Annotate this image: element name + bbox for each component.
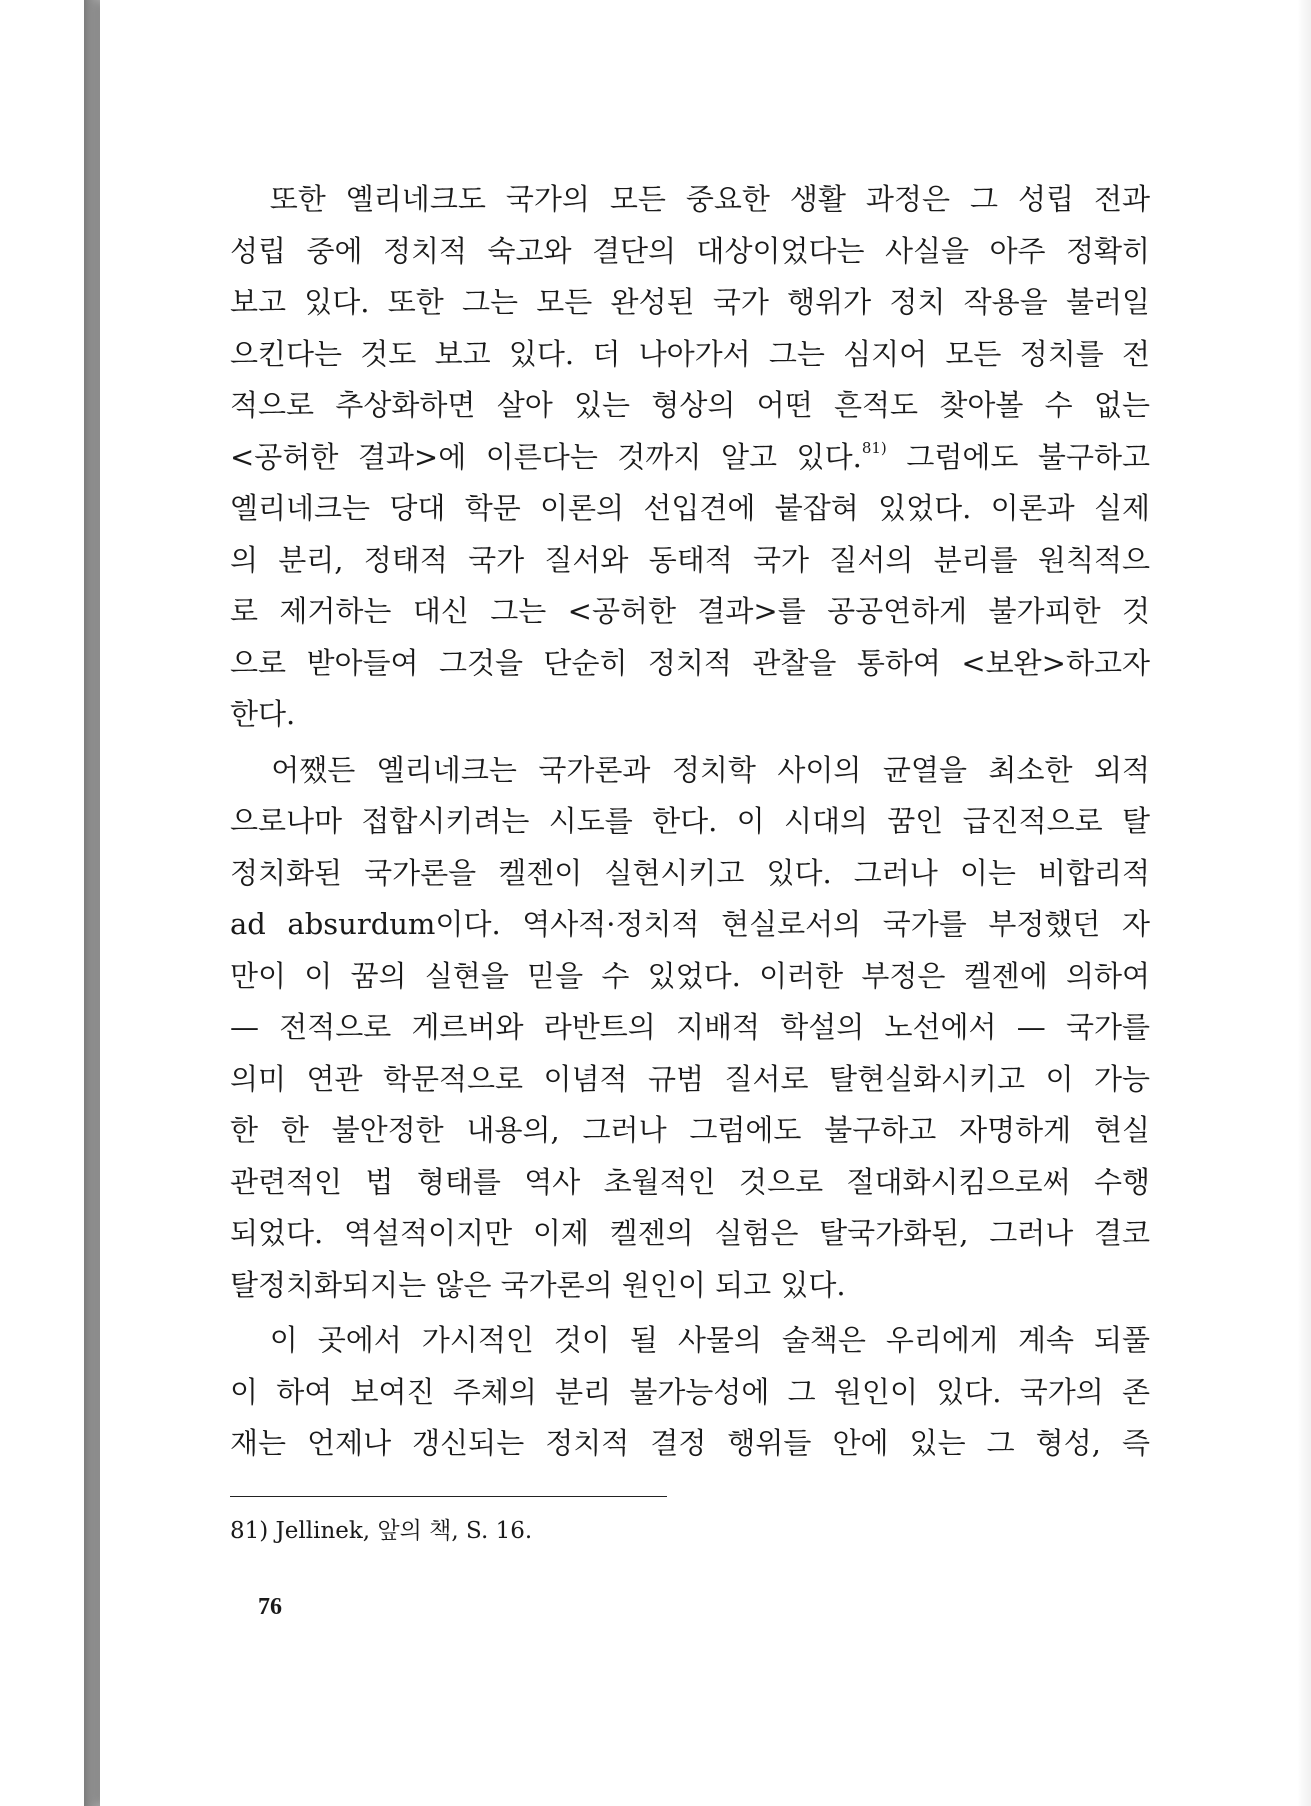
footnote: 81) Jellinek, 앞의 책, S. 16.	[230, 1518, 533, 1544]
text-line: 되었다. 역설적이지만 이제 켈젠의 실험은 탈국가화된, 그러나 결코	[230, 1216, 1150, 1250]
text-line: — 전적으로 게르버와 라반트의 지배적 학설의 노선에서 — 국가를	[230, 1010, 1150, 1044]
text-line: 으로 받아들여 그것을 단순히 정치적 관찰을 통하여 <보완>하고자	[230, 645, 1150, 680]
text-line: 어쨌든 옐리네크는 국가론과 정치학 사이의 균열을 최소한 외적	[230, 752, 1150, 787]
text-line: 탈정치화되지는 않은 국가론의 원인이 되고 있다.	[230, 1267, 846, 1302]
page-number: 76	[258, 1594, 282, 1620]
text-line: 의 분리, 정태적 국가 질서와 동태적 국가 질서의 분리를 원칙적으	[230, 542, 1150, 577]
text-line: ad absurdum이다. 역사적·정치적 현실로서의 국가를 부정했던 자	[230, 907, 1150, 941]
footnote-reference[interactable]: 81)	[861, 438, 887, 457]
paragraph-3	[230, 1315, 1150, 1470]
text-line: 으킨다는 것도 보고 있다. 더 나아가서 그는 심지어 모든 정치를 전	[230, 336, 1150, 371]
text-line: 의미 연관 학문적으로 이념적 규범 질서로 탈현실화시키고 이 가능	[230, 1061, 1150, 1096]
footnote-divider	[230, 1496, 667, 1497]
text-line: 재는 언제나 갱신되는 정치적 결정 행위들 안에 있는 그 형성, 즉	[230, 1426, 1150, 1460]
text-line: 로 제거하는 대신 그는 <공허한 결과>를 공공연하게 불가피한 것	[230, 594, 1150, 628]
text-line: 한 한 불안정한 내용의, 그러나 그럼에도 불구하고 자명하게 현실	[230, 1113, 1150, 1147]
text-segment: <공허한 결과>에 이른다는 것까지 알고 있다.	[230, 439, 862, 474]
text-segment: 그럼에도 불구하고	[886, 439, 1150, 474]
paragraph-1	[230, 174, 1150, 741]
text-line: 한다.	[230, 697, 296, 731]
text-line: 보고 있다. 또한 그는 모든 완성된 국가 행위가 정치 작용을 불러일	[230, 285, 1150, 319]
page-right-shadow	[1297, 0, 1311, 1806]
text-line: 정치화된 국가론을 켈젠이 실현시키고 있다. 그러나 이는 비합리적	[230, 855, 1150, 890]
text-line: 성립 중에 정치적 숙고와 결단의 대상이었다는 사실을 아주 정확히	[230, 233, 1150, 268]
text-line-with-footnote	[230, 432, 1150, 484]
text-line: 이 곳에서 가시적인 것이 될 사물의 술책은 우리에게 계속 되풀	[230, 1323, 1150, 1357]
text-line: 만이 이 꿈의 실현을 믿을 수 있었다. 이러한 부정은 켈젠에 의하여	[230, 958, 1150, 993]
body-text	[230, 174, 1150, 1470]
paragraph-2	[230, 745, 1150, 1312]
text-line: 으로나마 접합시키려는 시도를 한다. 이 시대의 꿈인 급진적으로 탈	[230, 804, 1150, 838]
text-line: 관련적인 법 형태를 역사 초월적인 것으로 절대화시킴으로써 수행	[230, 1164, 1150, 1199]
text-line: 또한 옐리네크도 국가의 모든 중요한 생활 과정은 그 성립 전과	[230, 182, 1150, 216]
text-line: 옐리네크는 당대 학문 이론의 선입견에 붙잡혀 있었다. 이론과 실제	[230, 491, 1150, 525]
text-line: 이 하여 보여진 주체의 분리 불가능성에 그 원인이 있다. 국가의 존	[230, 1374, 1150, 1409]
text-line: 적으로 추상화하면 살아 있는 형상의 어떤 흔적도 찾아볼 수 없는	[230, 388, 1150, 422]
